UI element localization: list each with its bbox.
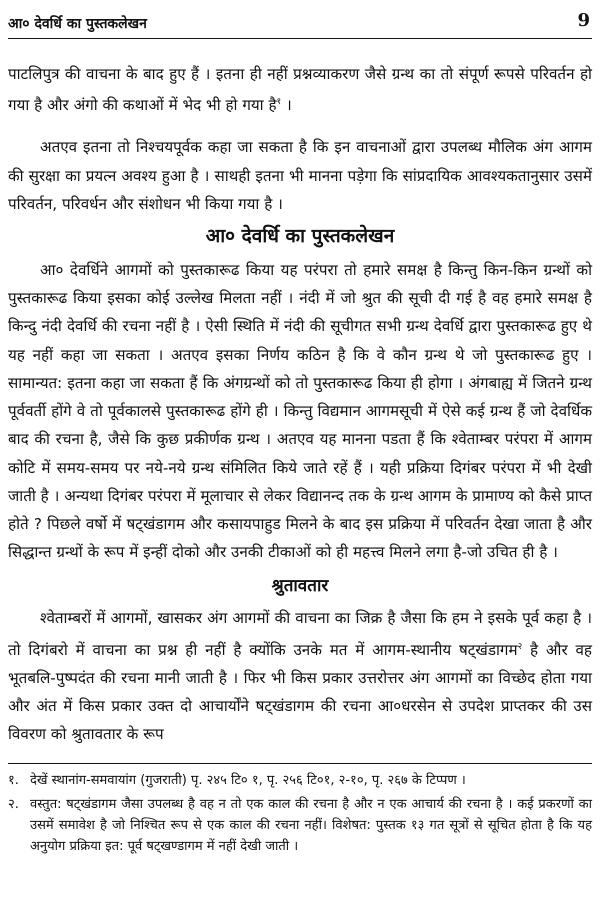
running-head-title: आ० देवर्धि का पुस्तकलेखन [8, 16, 147, 32]
paragraph-conclusion: अतएव इतना तो निश्चयपूर्वक कहा जा सकता है कि इन वाचनाओं द्वारा उपलब्ध मौलिक अंग आगम की सुरक्षा का प्रयत्न अवश्य हुआ है । साथही इतना भी मानना पड़ेगा कि सांप्रदायिक आवश्यकतानुसार उसमें परिवर्तन, परिवर्धन और संशोधन भी किया गया है । [8, 138, 592, 213]
footnote-number: २. [8, 797, 19, 812]
header-rule [8, 38, 592, 39]
section-heading: आ० देवर्धि का पुस्तकलेखन [205, 225, 395, 248]
paragraph-devardhi: आ० देवर्धिने आगमों को पुस्तकारूढ किया यह परंपरा तो हमारे समक्ष है किन्तु किन-किन ग्रन्थों को पुस्तकारूढ किया इसका कोई उल्लेख मिलता नहीं । नंदी में जो श्रुत की सूची दी गई है वह हमारे समक्ष है किन्दु नंदी देवर्धि की रचना नहीं है । ऐसी स्थिति में नंदी की सूचीगत सभी ग्रन्थ देवर्धि द्वारा पुस्तकारूढ हुए थे यह नहीं कहा जा सकता । अतएव इसका निर्णय कठिन है कि वे कौन ग्रन्थ थे जो पुस्तकारूढ हुए । सामान्यत: इतना कहा जा सकता हैं कि अंगग्रन्थों को तो पुस्तकारूढ किया ही होगा । अंगबाह्य में जितने ग्रन्थ पूर्ववर्ती होंगे वे तो पूर्वकालसे पुस्तकारूढ होंगे ही । किन्तु विद्यमान आगमसूची में ऐसे कई ग्रन्थ हैं जो देवर्धिक बाद की रचना है, जैसे कि कुछ प्रकीर्णक ग्रन्थ । अतएव यह मानना पडता हैं कि श्वेताम्बर परंपरा में आगम कोटि में समय-समय पर नये-नये ग्रन्थ संमिलित किये जाते रहें हैं । यही प्रक्रिया दिगंबर परंपरा में भी देखी जाती है । अन्यथा दिगंबर परंपरा में मूलाचार से लेकर विद्यानन्द तक के ग्रन्थ आगम के प्रामाण्य को कैसे प्राप्त होते ? पिछले वर्षो में षट्खंडागम और कसायपाहुड मिलने के बाद इस प्रक्रिया में परिवर्तन देखा जाता है और सिद्धान्त ग्रन्थों के रूप में इन्हीं दोको और उनकी टीकाओं को ही महत्त्व मिलने लगा है-जो उचित ही है । [8, 261, 592, 562]
footnote-marker: १ [276, 97, 282, 108]
footnote-text: देखें स्थानांग-समवायांग (गुजराती) पृ. २४५ टि० १, पृ. २५६ टि०१, २-१०, पृ. २६७ के टिप्पण । [30, 773, 466, 788]
paragraph-text: पाटलिपुत्र की वाचना के बाद हुए हैं । इतना ही नहीं प्रश्नव्याकरण जैसे ग्रन्थ का तो संपूर्ण रूपसे परिवर्तन हो गया है और अंगो की कथाओं में भेद भी हो गया है [8, 65, 592, 115]
footnote-text: वस्तुत: षट्खंडागम जैसा उपलब्ध है वह न तो एक काल की रचना है और न एक आचार्य की रचना है । कई प्रकरणों का उसमें समावेश है जो निश्चित रूप से एक काल की रचना नहीं। विशेषत: पुस्तक १३ गत सूत्रों से सूचित होता है कि यह अनुयोग प्रक्रिया इत: पूर्व षट्खण्डागम में नहीं देखी जाती । [30, 797, 592, 854]
paragraph-shrutavatar [8, 604, 592, 748]
main-text [8, 60, 592, 748]
paragraph-continuation: पाटलिपुत्र की वाचना के बाद हुए हैं । इतना ही नहीं प्रश्नव्याकरण जैसे ग्रन्थ का तो संपूर्ण रूपसे परिवर्तन हो गया है और अंगो की कथाओं में भेद भी हो गया है$^१$ । [8, 65, 592, 115]
footnote-number: १. [8, 773, 19, 788]
footnote-marker: २ [517, 641, 523, 652]
paragraph-text-b: है और वह भूतबलि-पुष्पदंत की रचना मानी जाती है । फिर भी किस प्रकार उत्तरोत्तर अंग आगमों का विच्छेद होता गया और अंत में किस प्रकार उक्त दो आचार्योंने षट्खंडागम की रचना आ०धरसेन से उपदेश प्राप्तकर की उस विवरण को श्रुतावतार के रूप [8, 640, 592, 744]
footnote-1 [8, 770, 592, 791]
page-number: 9 [577, 10, 590, 31]
subsection-heading: श्रुतावतार [271, 576, 329, 597]
paragraph-text-a: श्वेताम्बरों में आगमों, खासकर अंग आगमों की वाचना का जिक्र है जैसा कि हम ने इसके पूर्व कहा है । तो दिगंबरो में वाचना का प्रश्न ही नहीं है क्योंकि उनके मत में आगम-स्थानीय षट्खंडागम [8, 609, 592, 659]
footnotes [8, 763, 592, 860]
footnote-2 [8, 794, 592, 857]
running-header [8, 10, 592, 40]
